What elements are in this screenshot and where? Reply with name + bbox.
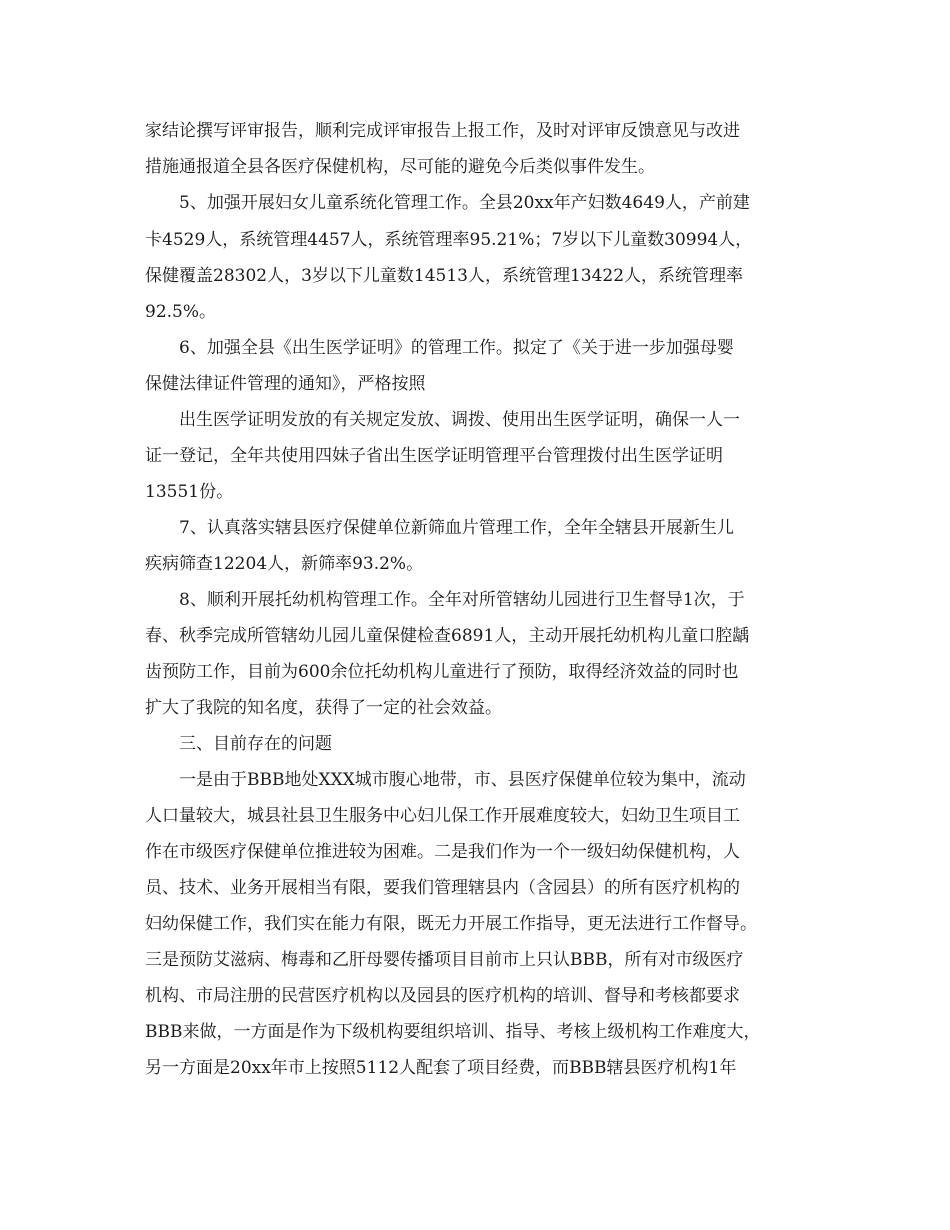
- text-line: 疾病筛查12204人，新筛率93.2%。: [145, 554, 424, 574]
- text-line: 扩大了我院的知名度，获得了一定的社会效益。: [145, 698, 502, 718]
- text-line: 一是由于BBB地处XXX城市腹心地带，市、县医疗保健单位较为集中，流动: [179, 770, 746, 790]
- text-line: 春、秋季完成所管辖幼儿园儿童保健检查6891人，主动开展托幼机构儿童口腔龋: [145, 626, 750, 646]
- text-line: 作在市级医疗保健单位推进较为困难。二是我们作为一个一级妇幼保健机构，人: [145, 842, 740, 862]
- text-line: 员、技术、业务开展相当有限，要我们管理辖县内（含园县）的所有医疗机构的: [145, 878, 740, 898]
- text-line: 妇幼保健工作，我们实在能力有限，既无力开展工作指导，更无法进行工作督导。: [145, 914, 757, 934]
- text-line: 证一登记，全年共使用四妹子省出生医学证明管理平台管理拨付出生医学证明: [145, 446, 723, 466]
- text-line: 7、认真落实辖县医疗保健单位新筛血片管理工作，全年全辖县开展新生儿: [179, 518, 734, 538]
- text-line: 出生医学证明发放的有关规定发放、调拨、使用出生医学证明，确保一人一: [179, 410, 740, 430]
- text-line: 92.5%。: [145, 302, 217, 322]
- text-line: 家结论撰写评审报告，顺利完成评审报告上报工作，及时对评审反馈意见与改进: [145, 121, 740, 141]
- text-line: 5、加强开展妇女儿童系统化管理工作。全县20xx年产妇数4649人，产前建: [179, 193, 750, 213]
- text-line: 8、顺利开展托幼机构管理工作。全年对所管辖幼儿园进行卫生督导1次，于: [179, 590, 745, 610]
- text-line: 卡4529人，系统管理4457人，系统管理率95.21%；7岁以下儿童数30994人，: [145, 230, 753, 250]
- text-line: 6、加强全县《出生医学证明》的管理工作。拟定了《关于进一步加强母婴: [179, 338, 734, 358]
- text-line: 齿预防工作，目前为600余位托幼机构儿童进行了预防，取得经济效益的同时也: [145, 662, 739, 682]
- text-line: 人口量较大，城县社县卫生服务中心妇儿保工作开展难度较大，妇幼卫生项目工: [145, 806, 740, 826]
- text-line: 13551份。: [145, 482, 234, 502]
- text-line: 另一方面是20xx年市上按照5112人配套了项目经费，而BBB辖县医疗机构1年: [145, 1058, 737, 1078]
- text-line: 保健覆盖28302人，3岁以下儿童数14513人，系统管理13422人，系统管理率: [145, 266, 744, 286]
- text-line: 保健法律证件管理的通知》，严格按照: [145, 374, 426, 394]
- text-line: BBB来做，一方面是作为下级机构要组织培训、指导、考核上级机构工作难度大，: [145, 1022, 761, 1042]
- text-line: 措施通报道全县各医疗保健机构，尽可能的避免今后类似事件发生。: [145, 157, 655, 177]
- text-line: 机构、市局注册的民营医疗机构以及园县的医疗机构的培训、督导和考核都要求: [145, 986, 740, 1006]
- section-heading: 三、目前存在的问题: [179, 734, 332, 754]
- text-line: 三是预防艾滋病、梅毒和乙肝母婴传播项目目前市上只认BBB，所有对市级医疗: [145, 950, 744, 970]
